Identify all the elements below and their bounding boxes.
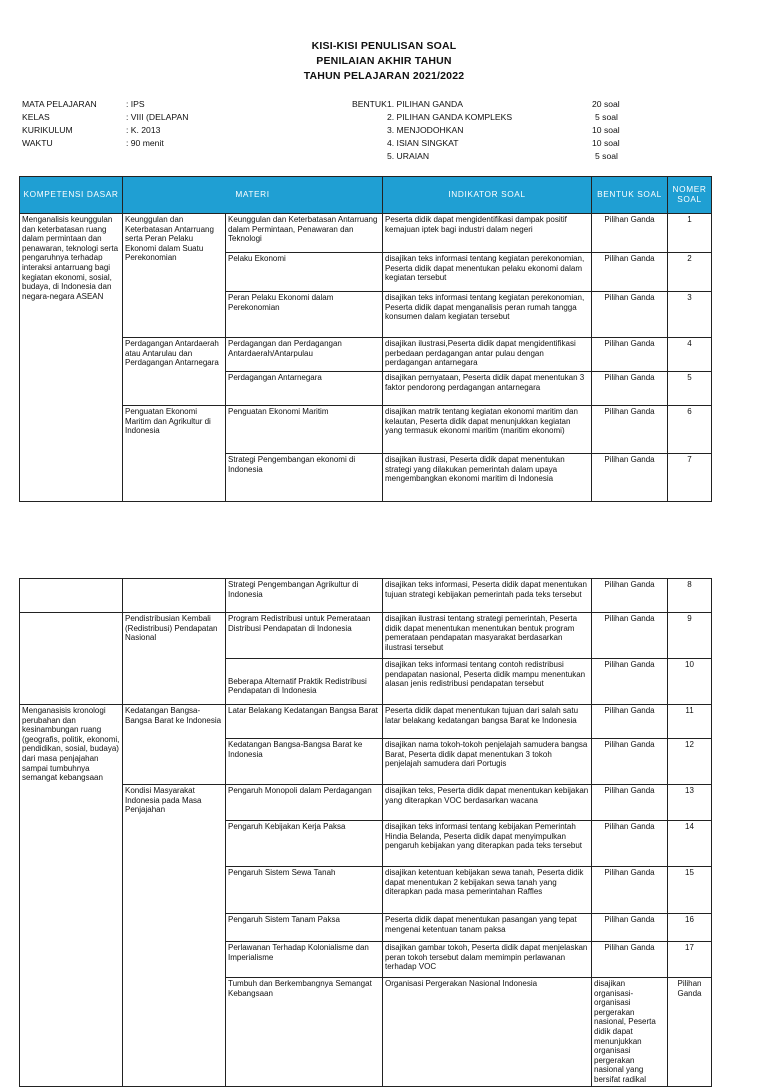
indikator-cell: disajikan ketentuan kebijakan sewa tanah, Peserta didik dapat menentukan 2 kebijakan sewa tanah yang diterapkan pada masa pemerintahan Raffles — [383, 867, 592, 914]
bentuk-cell: Pilihan Ganda — [592, 406, 668, 454]
materi-cell: Pendistribusian Kembali (Redistribusi) Pendapatan Nasional — [123, 613, 226, 705]
info-value-mapel: : IPS — [126, 99, 145, 109]
nomer-cell: 4 — [668, 338, 712, 372]
submateri-cell: Pengaruh Sistem Sewa Tanah — [226, 867, 383, 914]
submateri-cell: Strategi Pengembangan ekonomi di Indonesia — [226, 454, 383, 502]
kisi-table-page2 — [19, 578, 712, 1087]
materi-cell: Kondisi Masyarakat Indonesia pada Masa Penjajahan — [123, 785, 226, 1087]
bentuk-count: 20 soal — [592, 99, 620, 109]
materi-cell: Kedatangan Bangsa-Bangsa Barat ke Indonesia — [123, 705, 226, 785]
col-header-nomer: NOMER SOAL — [668, 177, 712, 214]
indikator-cell: disajikan ilustrasi tentang strategi pemerintah, Peserta didik dapat menentukan menentukan bentuk program pemerataan pendapatan masyarakat berdasarkan ilustrasi tersebut — [383, 613, 592, 659]
bentuk-cell: Pilihan Ganda — [592, 739, 668, 785]
nomer-cell: 5 — [668, 372, 712, 406]
nomer-cell: 10 — [668, 659, 712, 705]
info-value-kurikulum: : K. 2013 — [126, 125, 161, 135]
bentuk-item: 1. PILIHAN GANDA — [387, 99, 463, 109]
bentuk-cell: Pilihan Ganda — [592, 292, 668, 338]
materi-cell-empty — [123, 579, 226, 613]
indikator-cell: disajikan ilustrasi, Peserta didik dapat menentukan strategi yang dilakukan pemerintah dalam upaya mengembangkan ekonomi maritim di Indonesia — [383, 454, 592, 502]
bentuk-cell: Pilihan Ganda — [592, 214, 668, 253]
bentuk-cell: Pilihan Ganda — [592, 613, 668, 659]
bentuk-cell: Pilihan Ganda — [592, 914, 668, 942]
kisi-table-page1 — [19, 176, 712, 502]
nomer-cell: 7 — [668, 454, 712, 502]
nomer-cell: 17 — [668, 942, 712, 978]
indikator-cell: Peserta didik dapat menentukan pasangan yang tepat mengenai ketentuan tanam paksa — [383, 914, 592, 942]
submateri-cell: Perlawanan Terhadap Kolonialisme dan Imperialisme — [226, 942, 383, 978]
indikator-cell: disajikan teks informasi tentang contoh redistribusi pendapatan nasional, Peserta didik mampu menentukan alasan jenis redistribusi pendapatan tersebut — [383, 659, 592, 705]
nomer-cell: 9 — [668, 613, 712, 659]
bentuk-cell: Pilihan Ganda — [668, 978, 712, 1087]
submateri-cell: Perdagangan dan Perdagangan Antardaerah/Antarpulau — [226, 338, 383, 372]
nomer-cell: 12 — [668, 739, 712, 785]
bentuk-cell: Pilihan Ganda — [592, 942, 668, 978]
nomer-cell: 1 — [668, 214, 712, 253]
submateri-cell: Perdagangan Antarnegara — [226, 372, 383, 406]
submateri-cell: Pelaku Ekonomi — [226, 253, 383, 292]
materi-cell: Perdagangan Antardaerah atau Antarulau dan Perdagangan Antarnegara — [123, 338, 226, 406]
bentuk-cell: Pilihan Ganda — [592, 372, 668, 406]
indikator-cell: Peserta didik dapat mengidentifikasi dampak positif kemajuan iptek bagi industri dalam negeri — [383, 214, 592, 253]
indikator-cell: disajikan teks informasi tentang kegiatan perekonomian, Peserta didik dapat menentukan pelaku ekonomi dalam kegiatan tersebut — [383, 253, 592, 292]
doc-subtitle: PENILAIAN AKHIR TAHUN — [316, 55, 452, 67]
nomer-cell: 14 — [668, 821, 712, 867]
submateri-cell: Organisasi Pergerakan Nasional Indonesia — [383, 978, 592, 1087]
submateri-cell: Latar Belakang Kedatangan Bangsa Barat — [226, 705, 383, 739]
col-header-indikator: INDIKATOR SOAL — [383, 177, 592, 214]
bentuk-count: 5 soal — [595, 112, 618, 122]
bentuk-cell: Pilihan Ganda — [592, 785, 668, 821]
info-label-mapel: MATA PELAJARAN — [22, 99, 97, 109]
col-header-materi: MATERI — [123, 177, 383, 214]
submateri-cell: Penguatan Ekonomi Maritim — [226, 406, 383, 454]
indikator-cell: disajikan nama tokoh-tokoh penjelajah samudera bangsa Barat, Peserta didik dapat menentukan 3 tokoh penjelajah samudera dari Portugis — [383, 739, 592, 785]
nomer-cell: 2 — [668, 253, 712, 292]
nomer-cell: 15 — [668, 867, 712, 914]
nomer-cell: 16 — [668, 914, 712, 942]
submateri-cell: Kedatangan Bangsa-Bangsa Barat ke Indonesia — [226, 739, 383, 785]
indikator-cell: disajikan gambar tokoh, Peserta didik dapat menjelaskan peran tokoh tersebut dalam memimpin perlawanan terhadap VOC — [383, 942, 592, 978]
indikator-cell: disajikan teks, Peserta didik dapat menentukan kebijakan yang diterapkan VOC berdasarkan wacana — [383, 785, 592, 821]
kd-cell: Menganasisis kronologi perubahan dan kesinambungan ruang (geografis, politik, ekonomi, pendidikan, sosial, budaya) dari masa penjajahan sampai tumbuhnya semangat kebangsaan — [20, 705, 123, 1087]
nomer-cell: 6 — [668, 406, 712, 454]
submateri-cell: Pengaruh Sistem Tanam Paksa — [226, 914, 383, 942]
submateri-cell: Strategi Pengembangan Agrikultur di Indonesia — [226, 579, 383, 613]
materi-cell: Keunggulan dan Keterbatasan Antarruang serta Peran Pelaku Ekonomi dalam Suatu Perekonomian — [123, 214, 226, 338]
indikator-cell: disajikan organisasi-organisasi pergerakan nasional, Peserta didik dapat menunjukkan organisasi pergerakan nasional yang bersifat radikal — [592, 978, 668, 1087]
bentuk-count: 10 soal — [592, 125, 620, 135]
kd-cell-empty — [20, 579, 123, 613]
kd-cell-empty — [20, 613, 123, 705]
bentuk-cell: Pilihan Ganda — [592, 454, 668, 502]
indikator-cell: Peserta didik dapat menentukan tujuan dari salah satu latar belakang kedatangan bangsa Barat ke Indonesia — [383, 705, 592, 739]
doc-title: KISI-KISI PENULISAN SOAL — [311, 40, 457, 52]
col-header-kd: KOMPETENSI DASAR — [20, 177, 123, 214]
submateri-cell: Program Redistribusi untuk Pemerataan Distribusi Pendapatan di Indonesia — [226, 613, 383, 659]
submateri-cell: Peran Pelaku Ekonomi dalam Perekonomian — [226, 292, 383, 338]
indikator-cell: disajikan ilustrasi,Peserta didik dapat mengidentifikasi perbedaan perdagangan antar pulau dengan perdagangan antarnegara — [383, 338, 592, 372]
submateri-cell: Pengaruh Kebijakan Kerja Paksa — [226, 821, 383, 867]
bentuk-cell: Pilihan Ganda — [592, 867, 668, 914]
info-label-kelas: KELAS — [22, 112, 50, 122]
info-label-waktu: WAKTU — [22, 138, 53, 148]
bentuk-cell: Pilihan Ganda — [592, 579, 668, 613]
info-value-kelas: : VIII (DELAPAN — [126, 112, 189, 122]
bentuk-cell: Pilihan Ganda — [592, 338, 668, 372]
nomer-cell: 3 — [668, 292, 712, 338]
bentuk-count: 5 soal — [595, 151, 618, 161]
nomer-cell: 13 — [668, 785, 712, 821]
materi-cell: Penguatan Ekonomi Maritim dan Agrikultur di Indonesia — [123, 406, 226, 502]
doc-year: TAHUN PELAJARAN 2021/2022 — [303, 70, 465, 82]
submateri-cell: Beberapa Alternatif Praktik Redistribusi Pendapatan di Indonesia — [226, 659, 383, 705]
bentuk-item: 2. PILIHAN GANDA KOMPLEKS — [387, 112, 513, 122]
bentuk-item: 4. ISIAN SINGKAT — [387, 138, 459, 148]
bentuk-cell: Pilihan Ganda — [592, 705, 668, 739]
indikator-cell: disajikan teks informasi, Peserta didik dapat menentukan tujuan strategi kebijakan pemerintah pada teks tersebut — [383, 579, 592, 613]
bentuk-label: BENTUK — [352, 99, 387, 109]
bentuk-item: 3. MENJODOHKAN — [387, 125, 464, 135]
indikator-cell: disajikan teks informasi tentang kebijakan Pemerintah Hindia Belanda, Peserta didik dapat menyimpulkan pengaruh kebijakan yang diterapkan pada teks tersebut — [383, 821, 592, 867]
materi-cell: Tumbuh dan Berkembangnya Semangat Kebangsaan — [226, 978, 383, 1087]
bentuk-cell: Pilihan Ganda — [592, 821, 668, 867]
info-value-waktu: : 90 menit — [126, 138, 164, 148]
indikator-cell: disajikan matrik tentang kegiatan ekonomi maritim dan kelautan, Peserta didik dapat menunjukkan kegiatan yang termasuk ekonomi maritim (maritim ekonomi) — [383, 406, 592, 454]
indikator-cell: disajikan pernyataan, Peserta didik dapat menentukan 3 faktor pendorong perdagangan antarnegara — [383, 372, 592, 406]
nomer-cell: 11 — [668, 705, 712, 739]
nomer-cell: 8 — [668, 579, 712, 613]
bentuk-cell: Pilihan Ganda — [592, 659, 668, 705]
submateri-cell: Keunggulan dan Keterbatasan Antarruang dalam Permintaan, Penawaran dan Teknologi — [226, 214, 383, 253]
info-label-kurikulum: KURIKULUM — [22, 125, 73, 135]
kd-cell: Menganalisis keunggulan dan keterbatasan ruang dalam permintaan dan penawaran, teknologi serta pengaruhnya terhadap interaksi antarruang bagi kegiatan ekonomi, sosial, budaya, di Indonesia dan negara-negara ASEAN — [20, 214, 123, 502]
indikator-cell: disajikan teks informasi tentang kegiatan perekonomian, Peserta didik dapat menganalisis peran rumah tangga konsumen dalam kegiatan tersebut — [383, 292, 592, 338]
col-header-bentuk: BENTUK SOAL — [592, 177, 668, 214]
bentuk-count: 10 soal — [592, 138, 620, 148]
bentuk-item: 5. URAIAN — [387, 151, 430, 161]
submateri-cell: Pengaruh Monopoli dalam Perdagangan — [226, 785, 383, 821]
bentuk-cell: Pilihan Ganda — [592, 253, 668, 292]
